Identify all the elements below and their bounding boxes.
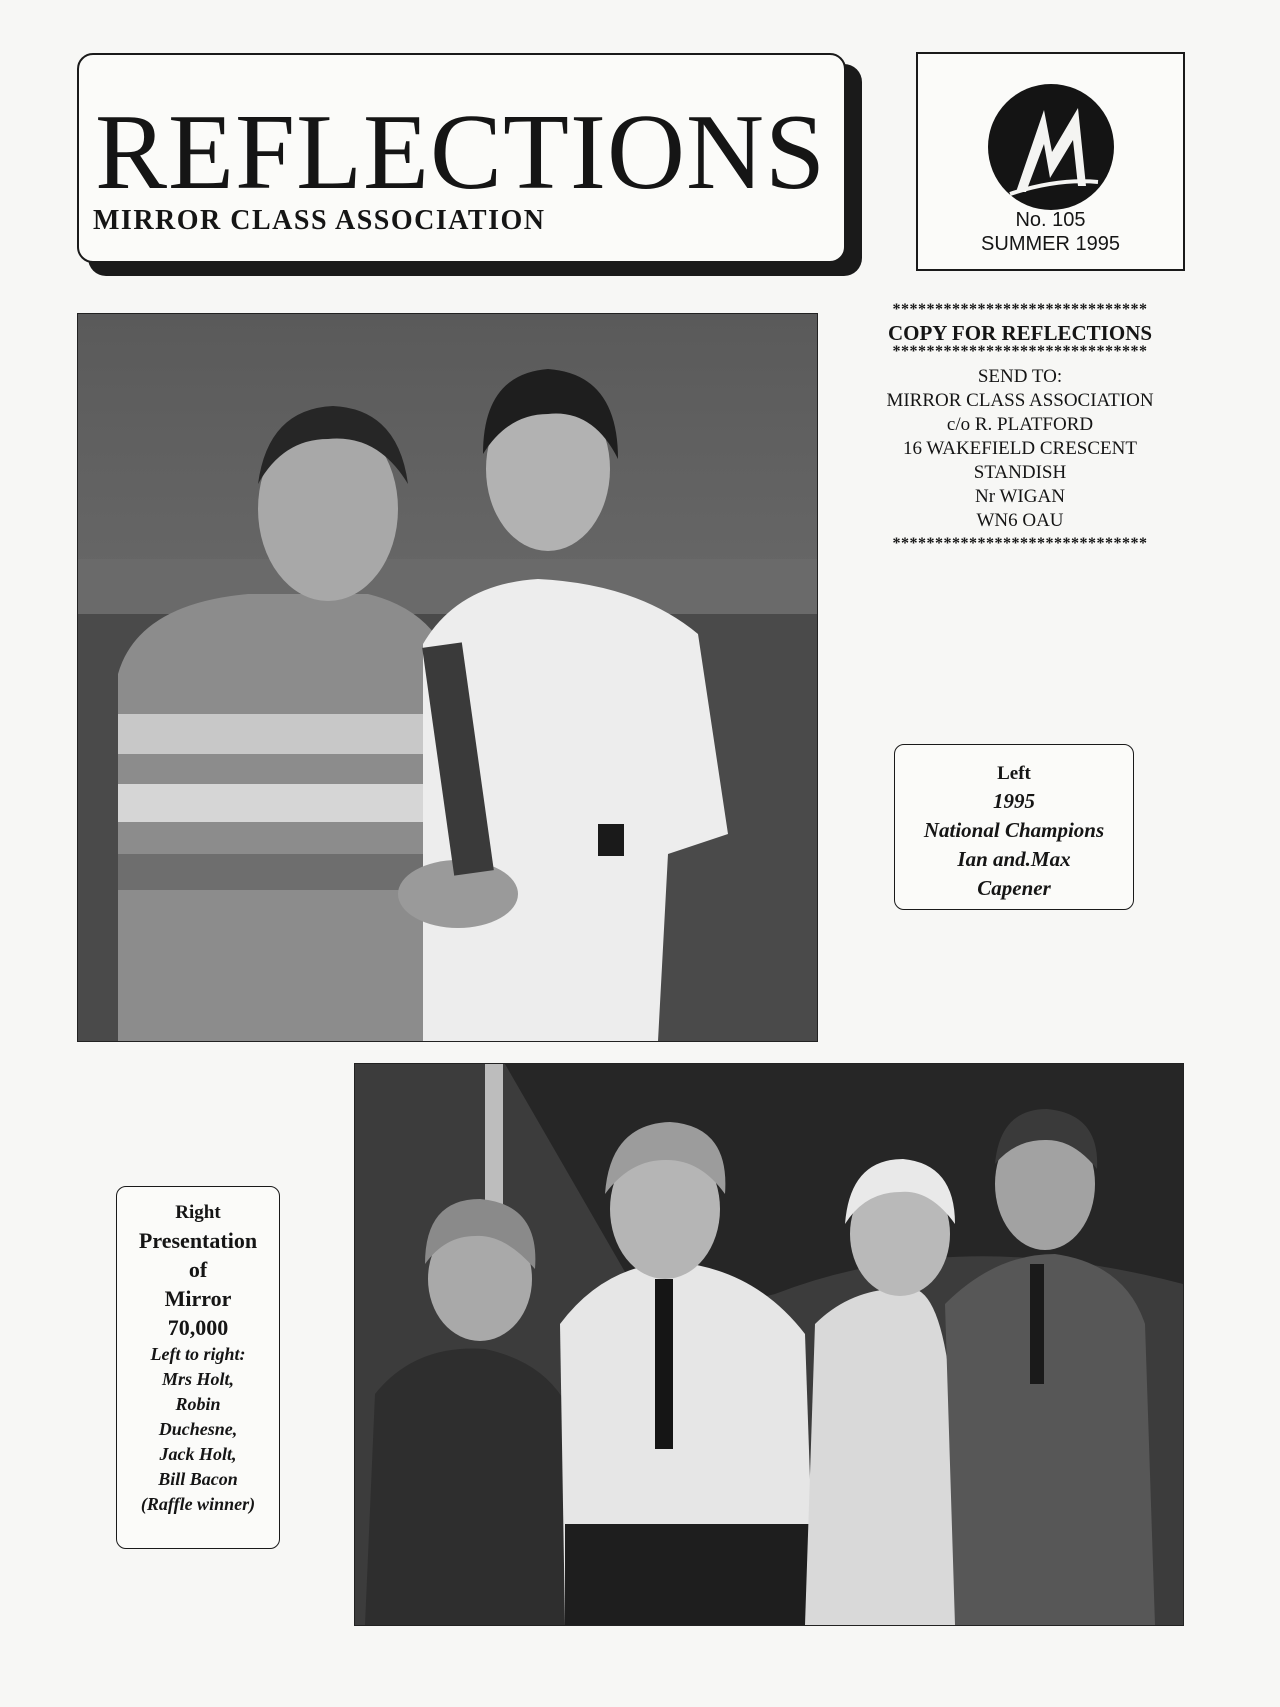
address-line: 16 WAKEFIELD CRESCENT: [903, 438, 1137, 459]
issue-season: SUMMER 1995: [981, 233, 1120, 255]
caption-line: Ian and.Max: [957, 847, 1071, 871]
caption-presentation: [116, 1186, 280, 1549]
mirror-class-logo-icon: [986, 82, 1116, 212]
caption-line: 1995: [993, 789, 1035, 813]
copy-heading: COPY FOR REFLECTIONS: [887, 321, 1153, 345]
caption-line: Bill Bacon: [158, 1469, 238, 1489]
address-line: SEND TO:: [977, 366, 1063, 387]
address-line: MIRROR CLASS ASSOCIATION: [886, 390, 1154, 411]
caption-line: Mirror: [164, 1286, 232, 1311]
caption-line: Presentation: [138, 1228, 258, 1253]
stars-divider-middle: ******************************: [892, 345, 1148, 359]
caption-line: Jack Holt,: [159, 1444, 237, 1464]
caption-line: National Champions: [923, 818, 1105, 842]
caption-line: Robin: [175, 1394, 221, 1414]
address-line: WN6 OAU: [976, 510, 1064, 531]
masthead: [77, 53, 846, 263]
issue-number: No. 105: [1015, 209, 1086, 231]
issue-box: [916, 52, 1185, 271]
caption-champions: [894, 744, 1134, 910]
champions-photo: [77, 313, 818, 1042]
caption-line: of: [188, 1257, 208, 1282]
caption-heading: Right: [175, 1202, 221, 1223]
copy-panel: [845, 303, 1195, 551]
champions-photo-image: [78, 314, 817, 1041]
address-line: c/o R. PLATFORD: [946, 414, 1094, 435]
caption-heading: Left: [997, 763, 1031, 784]
caption-line: Duchesne,: [158, 1419, 238, 1439]
caption-line: Mrs Holt,: [161, 1369, 235, 1389]
masthead-title: REFLECTIONS: [95, 93, 827, 212]
caption-line: (Raffle winner): [140, 1494, 256, 1514]
presentation-photo: [354, 1063, 1184, 1626]
address-line: Nr WIGAN: [975, 486, 1065, 507]
presentation-photo-image: [355, 1064, 1183, 1625]
masthead-subtitle: MIRROR CLASS ASSOCIATION: [93, 205, 546, 236]
caption-line: Capener: [977, 876, 1051, 900]
address-line: STANDISH: [973, 462, 1067, 483]
caption-line: Left to right:: [150, 1344, 246, 1364]
stars-divider-top: ******************************: [892, 303, 1148, 317]
stars-divider-bottom: ******************************: [892, 537, 1148, 551]
caption-line: 70,000: [167, 1315, 229, 1340]
